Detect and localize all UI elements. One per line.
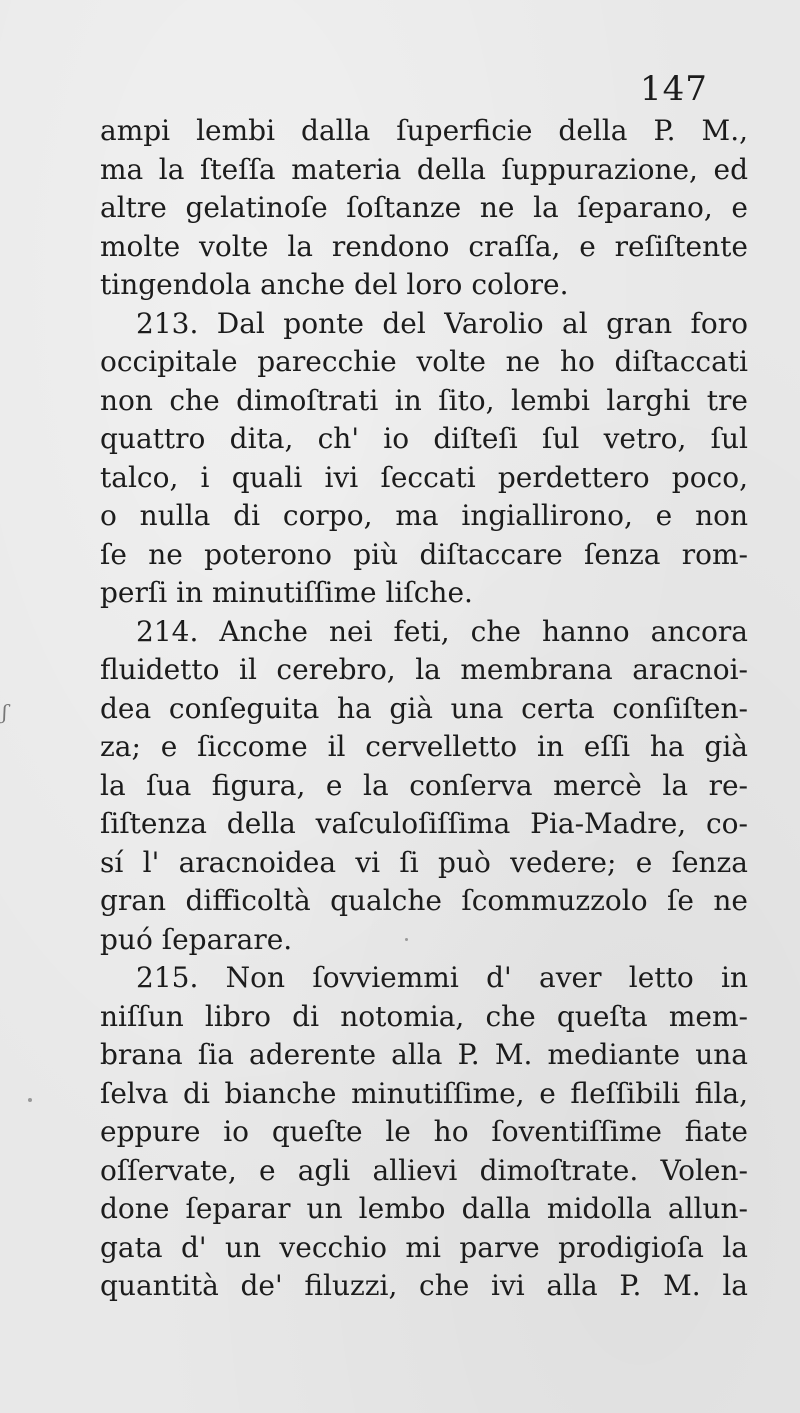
text-line: altre gelatinoſe ſoſtanze ne la ſeparano, e [100, 191, 748, 224]
text-line: puó ſeparare. [100, 922, 293, 956]
text-line: o nulla di corpo, ma ingiallirono, e non [100, 499, 748, 532]
text-line: brana ſia aderente alla P. M. mediante una [100, 1038, 748, 1071]
text-line: done ſeparar un lembo dalla midolla allun- [100, 1192, 748, 1225]
text-line: perſi in minutiſſime liſche. [100, 576, 473, 609]
margin-mark: ʃ [2, 700, 8, 724]
text-line: non che dimoſtrati in ſito, lembi larghi tre [100, 383, 748, 417]
text-line: quantità de' filuzzi, che ivi alla P. M. la [100, 1269, 748, 1302]
text-line: 213. Dal ponte del Varolio al gran foro [136, 306, 748, 340]
text-line: fluidetto il cerebro, la membrana aracnoi- [100, 653, 748, 686]
text-line: eppure io queſte le ho ſoventiſſime fiate [100, 1115, 748, 1148]
text-line: sí l' aracnoidea vi ſi può vedere; e ſenza [100, 845, 748, 879]
text-line: ſelva di bianche minutiſſime, e fleſſibili fila, [100, 1076, 748, 1110]
text-line: niſſun libro di notomia, che queſta mem- [100, 999, 748, 1033]
text-line: talco, i quali ivi ſeccati perdettero poco, [100, 460, 748, 494]
text-line: 214. Anche nei feti, che hanno ancora [136, 614, 748, 648]
text-line: 215. Non ſovviemmi d' aver letto in [136, 961, 748, 994]
text-line: ſiſtenza della vaſculoſiſſima Pia-Madre, co- [100, 807, 748, 840]
page-number: 147 [640, 69, 708, 109]
text-line: oſſervate, e agli allievi dimoſtrate. Volen- [100, 1153, 748, 1187]
text-line: ampi lembi dalla ſuperficie della P. M., [100, 114, 748, 147]
body-text [100, 112, 748, 1306]
text-line: tingendola anche del loro colore. [100, 268, 569, 301]
text-line: molte volte la rendono craſſa, e reſiſtente [100, 229, 748, 263]
text-line: gran difficoltà qualche ſcommuzzolo ſe ne [100, 884, 748, 917]
text-line: za; e ſiccome il cervelletto in eſſi ha già [100, 730, 748, 763]
text-line: dea conſeguita ha già una certa conſiſten- [100, 691, 748, 725]
text-line: la ſua figura, e la conſerva mercè la re- [100, 768, 748, 802]
text-line: ma la ſteſſa materia della ſuppurazione, ed [100, 152, 748, 186]
text-line: occipitale parecchie volte ne ho diſtaccati [100, 345, 748, 378]
text-line: gata d' un vecchio mi parve prodigioſa la [100, 1230, 748, 1264]
ink-speck [28, 1098, 32, 1102]
text-line: quattro dita, ch' io diſteſi ſul vetro, ſul [100, 422, 748, 455]
text-line: ſe ne poterono più diſtaccare ſenza rom- [100, 537, 748, 571]
